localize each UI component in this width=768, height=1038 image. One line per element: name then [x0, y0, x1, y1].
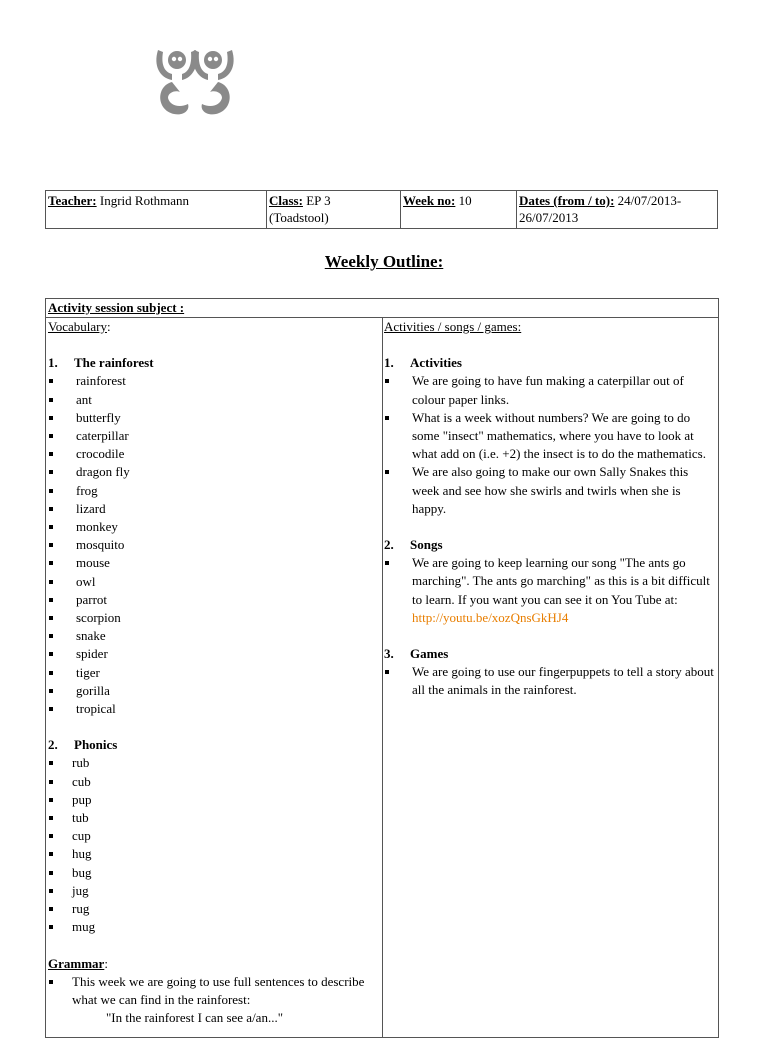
phonics-item: hug — [48, 845, 378, 863]
phonics-list — [48, 754, 378, 936]
activities-column — [384, 318, 716, 700]
vocabulary-item: gorilla — [48, 682, 378, 700]
class-cell — [267, 191, 401, 229]
vocabulary-item: rainforest — [48, 372, 378, 390]
activity-item: What is a week without numbers? We are going to do some "insect" mathematics, where you have to look at what add on (i.e. +2) the insect is to do the mathematics. — [384, 409, 716, 464]
activity-subject-label: Activity session subject : — [46, 299, 718, 318]
vocabulary-heading: Vocabulary: — [48, 319, 111, 334]
vocabulary-item: snake — [48, 627, 378, 645]
school-logo — [150, 44, 240, 120]
activity-item: We are also going to make our own Sally Snakes this week and see how she swirls and twirls when she is happy. — [384, 463, 716, 518]
dates-cell — [517, 191, 718, 229]
phonics-item: pup — [48, 791, 378, 809]
activities-list — [384, 372, 716, 518]
grammar-text: This week we are going to use full sentences to describe what we can find in the rainforest: — [48, 973, 378, 1009]
teacher-cell — [46, 191, 267, 229]
songs-heading: 2. Songs — [384, 537, 443, 553]
class-value: EP 3 — [306, 193, 331, 208]
phonics-item: rug — [48, 900, 378, 918]
phonics-item: jug — [48, 882, 378, 900]
vocabulary-item: crocodile — [48, 445, 378, 463]
week-value: 10 — [458, 193, 472, 208]
weekly-outline-table — [45, 298, 719, 1038]
phonics-item: bug — [48, 864, 378, 882]
week-label: Week no: — [403, 193, 456, 208]
game-item: We are going to use our fingerpuppets to tell a story about all the animals in the rainforest. — [384, 663, 716, 699]
songs-text: We are going to keep learning our song "The ants go marching". The ants go marching" as this is a bit difficult to learn. If you want you can see it on You Tube at: http://youtu.be/xozQnsGkHJ4 — [384, 554, 716, 627]
lesson-info-table — [45, 190, 718, 229]
phonics-item: tub — [48, 809, 378, 827]
phonics-item: cup — [48, 827, 378, 845]
vocabulary-item: dragon fly — [48, 463, 378, 481]
vocabulary-item: tropical — [48, 700, 378, 718]
vocabulary-item: monkey — [48, 518, 378, 536]
vocabulary-item: lizard — [48, 500, 378, 518]
vocabulary-item: frog — [48, 482, 378, 500]
page-title: Weekly Outline: — [324, 252, 444, 271]
vocabulary-item: butterfly — [48, 409, 378, 427]
dates-to: 26/07/2013 — [519, 210, 579, 225]
games-list — [384, 663, 716, 699]
dates-from: 24/07/2013- — [617, 193, 682, 208]
class-group: (Toadstool) — [269, 210, 329, 225]
vocabulary-item: ant — [48, 391, 378, 409]
week-cell — [401, 191, 517, 229]
games-heading: 3. Games — [384, 646, 449, 662]
vocabulary-item: parrot — [48, 591, 378, 609]
vocabulary-item: mosquito — [48, 536, 378, 554]
vocabulary-item: caterpillar — [48, 427, 378, 445]
phonics-item: mug — [48, 918, 378, 936]
activities-songs-games-heading: Activities / songs / games: — [384, 319, 522, 334]
phonics-heading: 2. Phonics — [48, 737, 118, 753]
vocabulary-column — [48, 318, 378, 1027]
dates-label: Dates (from / to): — [519, 193, 615, 208]
grammar-quote: "In the rainforest I can see a/an..." — [106, 1010, 284, 1026]
phonics-item: cub — [48, 773, 378, 791]
youtube-link[interactable]: http://youtu.be/xozQnsGkHJ4 — [412, 609, 569, 625]
phonics-item: rub — [48, 754, 378, 772]
activities-heading: 1. Activities — [384, 355, 462, 371]
vocabulary-item: mouse — [48, 554, 378, 572]
vocabulary-item: scorpion — [48, 609, 378, 627]
teacher-label: Teacher: — [48, 193, 97, 208]
vocabulary-item: owl — [48, 573, 378, 591]
column-divider — [382, 318, 383, 1037]
rainforest-heading: 1. The rainforest — [48, 355, 154, 371]
class-label: Class: — [269, 193, 303, 208]
activity-item: We are going to have fun making a caterpillar out of colour paper links. — [384, 372, 716, 408]
vocabulary-list — [48, 372, 378, 718]
grammar-heading: Grammar: — [48, 955, 108, 971]
vocabulary-item: spider — [48, 645, 378, 663]
vocabulary-item: tiger — [48, 664, 378, 682]
teacher-name: Ingrid Rothmann — [99, 193, 190, 208]
